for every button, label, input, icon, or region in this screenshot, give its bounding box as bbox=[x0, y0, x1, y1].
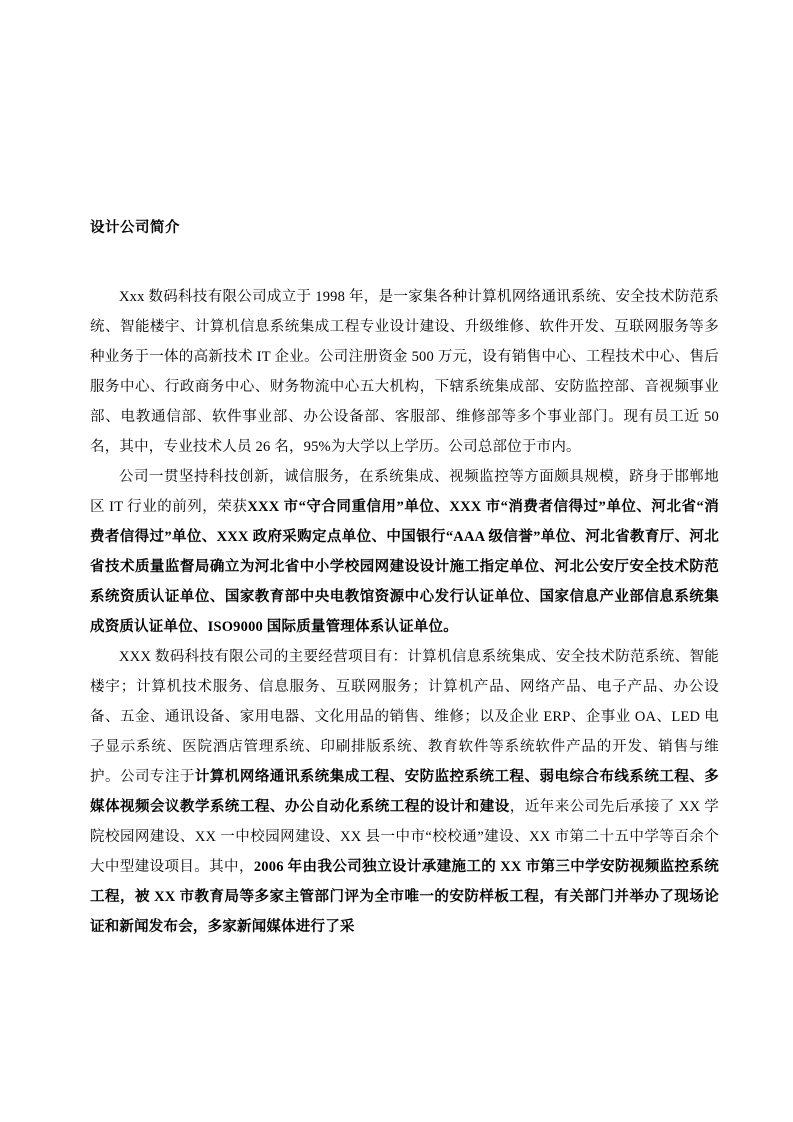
run-bold: 2006 年由我公司独立设计承建施工的 XX 市第三中学安防视频监控系统工程， bbox=[90, 858, 720, 905]
paragraph-2 bbox=[90, 462, 719, 642]
run-bold: 被 XX 市教育局等多家主管部门评为全市唯一的安防样板工程，有关部门并举办了现场论证和新闻发布会，多家新闻媒体进行了采 bbox=[90, 888, 719, 935]
run: 公司一贯坚持科技创新，诚信服务，在系统集成、视频监控等方面颇具规模，跻身于邯郸地区 IT 行业的前列，荣获 bbox=[90, 468, 719, 515]
run: XXX 数码科技有限公司的主要经营项目有：计算机信息系统集成、安全技术防范系统、智能楼宇；计算机技术服务、信息服务、互联网服务；计算机产品、网络产品、电子产品、办公设备、五金、通讯设备、家用电器、文化用品的销售、维修；以及企业 ERP、企事业 OA、LED 电子显示系统、医院酒店管理系统、印刷排版系统、教育软件等系统软件产品的开发、销售与维护。公司专注于 bbox=[90, 648, 719, 785]
paragraph-1 bbox=[90, 282, 719, 462]
run: Xxx 数码科技有限公司成立于 1998 年，是一家集各种计算机网络通讯系统、安全技术防范系统、智能楼宇、计算机信息系统集成工程专业设计建设、升级维修、软件开发、互联网服务等多种业务于一体的高新技术 IT 企业。公司注册资金 500 万元，设有销售中心、工程技术中心、售后服务中心、行政商务中心、财务物流中心五大机构，下辖系统集成部、安防监控部、音视频事业部、电教通信部、软件事业部、办公设备部、客服部、维修部等多个事业部门。现有员工近 50 名，其中，专业技术人员 26 名，95%为大学以上学历。公司总部位于市内。 bbox=[90, 288, 719, 455]
run: ，近年来公司先后承接了 XX 学院校园网建设、XX 一中校园网建设、XX 县一中市“校校通”建设、XX 市第二十五中学等百余个大中型建设项目。其中， bbox=[90, 798, 719, 875]
run-bold: 计算机网络通讯系统集成工程、安防监控系统工程、弱电综合布线系统工程、多媒体视频会议教学系统工程、办公自动化系统工程的设计和建设 bbox=[90, 768, 720, 815]
document-body bbox=[90, 282, 719, 942]
paragraph-3 bbox=[90, 642, 719, 942]
run-bold: XXX 市“守合同重信用”单位、XXX 市“消费者信得过”单位、河北省“消费者信得过”单位、XXX 政府采购定点单位、中国银行“AAA 级信誉”单位、河北省教育厅、河北省技术质量监督局确立为河北省中小学校园网建设设计施工指定单位、河北公安厅安全技术防范系统资质认证单位、国家教育部中央电教馆资源中心发行认证单位、国家信息产业部信息系统集成资质认证单位、ISO9000 国际质量管理体系认证单位。 bbox=[90, 498, 719, 635]
page-title: 设计公司简介 bbox=[90, 220, 180, 236]
title-body-spacer bbox=[90, 240, 719, 282]
